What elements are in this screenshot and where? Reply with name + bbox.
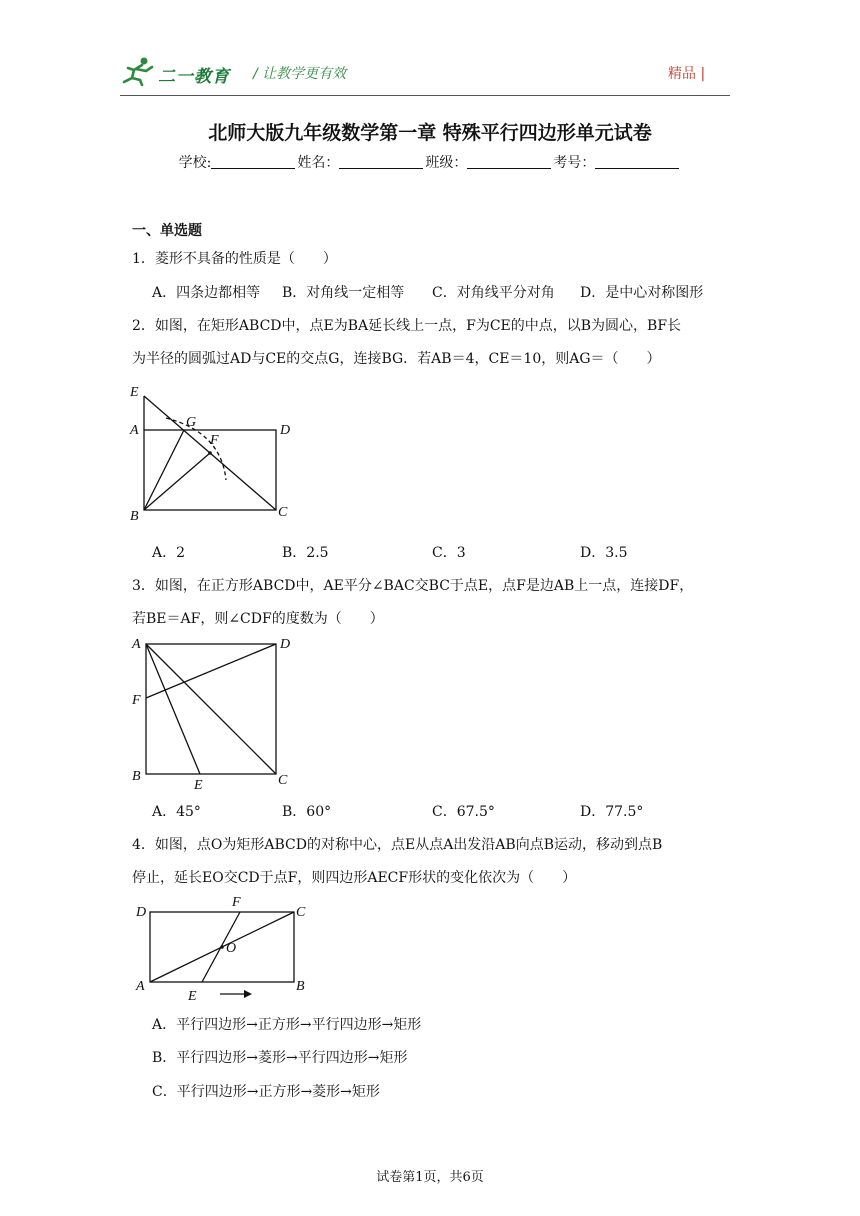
q3-label-b: B	[132, 769, 141, 784]
q2-stem-line1: 2．如图，在矩形ABCD中，点E为BA延长线上一点，F为CE的中点，以B为圆心，BF长	[132, 318, 682, 334]
student-info-line	[0, 152, 860, 172]
q1-option-a: A．四条边都相等	[152, 285, 261, 301]
q2-option-c: C．3	[432, 545, 466, 561]
q4-label-o: O	[226, 941, 237, 956]
q4-label-f: F	[232, 895, 241, 910]
school-blank	[211, 154, 295, 169]
q3-stem-line2: 若BE＝AF，则∠CDF的度数为（ ）	[132, 611, 384, 627]
class-blank	[467, 154, 551, 169]
q4-label-c: C	[296, 905, 306, 920]
section-heading: 一、单选题	[132, 223, 202, 239]
school-label: 学校:	[178, 155, 212, 171]
q2-figure	[126, 382, 296, 522]
exam-no-blank	[595, 154, 679, 169]
class-label: 班级：	[425, 155, 468, 171]
name-blank	[339, 154, 423, 169]
q2-label-d: D	[280, 423, 291, 438]
q3-label-e: E	[194, 778, 203, 792]
q3-option-c: C．67.5°	[432, 804, 495, 820]
q2-label-c: C	[278, 505, 288, 520]
q4-label-b: B	[296, 979, 305, 994]
q3-option-a: A．45°	[152, 804, 201, 820]
q2-label-g: G	[186, 415, 197, 430]
q1-option-b: B．对角线一定相等	[282, 285, 405, 301]
q4-figure	[130, 894, 330, 1004]
q1-stem: 1．菱形不具备的性质是（ ）	[132, 251, 337, 267]
q1-option-c: C．对角线平分对角	[432, 285, 555, 301]
q4-option-b: B．平行四边形→菱形→平行四边形→矩形	[152, 1050, 408, 1066]
q4-label-d: D	[136, 905, 147, 920]
q4-label-a: A	[136, 979, 145, 994]
name-label: 姓名：	[297, 155, 340, 171]
q3-option-b: B．60°	[282, 804, 332, 820]
runner-logo-icon	[120, 56, 156, 86]
header-divider	[120, 95, 730, 96]
exam-no-label: 考号：	[553, 155, 596, 171]
q2-option-b: B．2.5	[282, 545, 329, 561]
q4-stem-line2: 停止，延长EO交CD于点F，则四边形AECF形状的变化依次为（ ）	[132, 870, 577, 886]
jingpin-badge: 精品 |	[668, 66, 706, 82]
q4-option-a: A．平行四边形→正方形→平行四边形→矩形	[152, 1017, 422, 1033]
q2-option-a: A．2	[152, 545, 186, 561]
q2-label-f: F	[210, 433, 219, 448]
q2-label-b: B	[130, 509, 139, 522]
logo-text: 二一教育	[158, 67, 230, 87]
page-title: 北师大版九年级数学第一章 特殊平行四边形单元试卷	[208, 122, 652, 144]
q3-option-d: D．77.5°	[580, 804, 644, 820]
q2-stem-line2: 为半径的圆弧过AD与CE的交点G，连接BG．若AB＝4，CE＝10，则AG＝（ ）	[132, 351, 661, 367]
q3-label-a: A	[132, 637, 141, 652]
q3-label-d: D	[280, 637, 291, 652]
slogan: / 让教学更有效	[253, 66, 347, 82]
q3-stem-line1: 3．如图，在正方形ABCD中，AE平分∠BAC交BC于点E，点F是边AB上一点，连接DF，	[132, 578, 694, 594]
q2-label-e: E	[130, 385, 139, 400]
q2-label-a: A	[130, 423, 139, 438]
q2-option-d: D．3.5	[580, 545, 628, 561]
q4-label-e: E	[188, 989, 197, 1004]
q3-label-c: C	[278, 773, 288, 788]
q3-label-f: F	[132, 693, 141, 708]
q1-option-d: D．是中心对称图形	[580, 285, 704, 301]
q4-option-c: C．平行四边形→正方形→菱形→矩形	[152, 1084, 380, 1100]
q4-stem-line1: 4．如图，点O为矩形ABCD的对称中心，点E从点A出发沿AB向点B运动，移动到点B	[132, 837, 663, 853]
page-footer: 试卷第1页，共6页	[376, 1170, 484, 1185]
q3-figure	[126, 632, 296, 792]
